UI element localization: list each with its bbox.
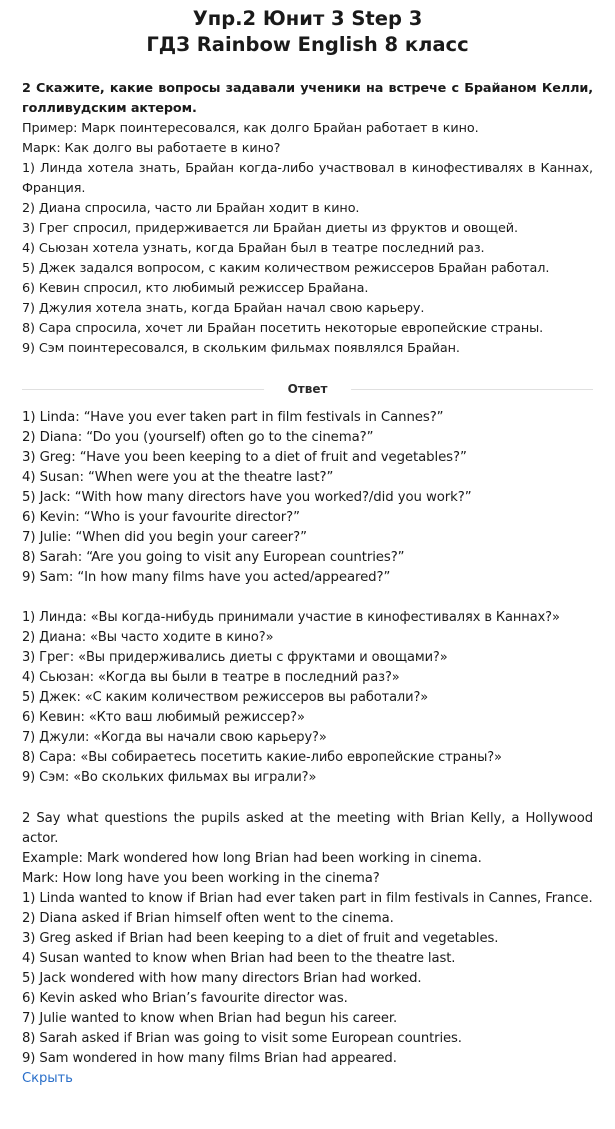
task-item-en: 8) Sarah asked if Brian was going to visit some European countries. — [22, 1031, 462, 1046]
task-item-ru: 9) Сэм поинтересовался, в скольким фильмах появлялся Брайан. — [22, 341, 460, 356]
hide-link[interactable]: Скрыть — [22, 1071, 73, 1086]
answer-item-ru: 8) Сара: «Вы собираетесь посетить какие-либо европейские страны?» — [22, 750, 502, 765]
task-example-answer-ru: Марк: Как долго вы работаете в кино? — [22, 141, 281, 156]
answer-item-ru: 6) Кевин: «Кто ваш любимый режиссер?» — [22, 710, 305, 725]
task-item-ru: 8) Сара спросила, хочет ли Брайан посетить некоторые европейские страны. — [22, 321, 544, 336]
answer-item-ru: 5) Джек: «С каким количеством режиссеров вы работали?» — [22, 690, 429, 705]
task-item-en: 3) Greg asked if Brian had been keeping to a diet of fruit and vegetables. — [22, 931, 499, 946]
answer-item-ru: 2) Диана: «Вы часто ходите в кино?» — [22, 630, 274, 645]
answer-item-ru: 1) Линда: «Вы когда-нибудь принимали участие в кинофестивалях в Каннах?» — [22, 610, 560, 625]
answer-item-en: 8) Sarah: “Are you going to visit any European countries?” — [22, 550, 405, 565]
task-item-en: 2) Diana asked if Brian himself often went to the cinema. — [22, 911, 394, 926]
answer-item-ru: 7) Джули: «Когда вы начали свою карьеру?» — [22, 730, 327, 745]
task-item-ru: 4) Сьюзан хотела узнать, когда Брайан был в театре последний раз. — [22, 241, 485, 256]
answer-label: Ответ — [264, 379, 352, 399]
answer-item-en: 1) Linda: “Have you ever taken part in film festivals in Cannes?” — [22, 410, 444, 425]
answer-item-ru: 4) Сьюзан: «Когда вы были в театре в последний раз?» — [22, 670, 400, 685]
task-heading-ru: 2 Скажите, какие вопросы задавали ученики на встрече с Брайаном Келли, голливудским актером. — [22, 81, 593, 116]
answer-item-en: 6) Kevin: “Who is your favourite director?” — [22, 510, 300, 525]
task-item-en: 5) Jack wondered with how many directors Brian had worked. — [22, 971, 422, 986]
page-title-line-2: ГДЗ Rainbow English 8 класс — [146, 33, 469, 56]
answer-item-ru: 3) Грег: «Вы придерживались диеты с фруктами и овощами?» — [22, 650, 448, 665]
answer-item-ru: 9) Сэм: «Во скольких фильмах вы играли?» — [22, 770, 317, 785]
answer-russian-list — [22, 608, 593, 788]
answer-english-list — [22, 408, 593, 588]
answer-item-en: 5) Jack: “With how many directors have you worked?/did you work?” — [22, 490, 472, 505]
answer-item-en: 3) Greg: “Have you been keeping to a diet of fruit and vegetables?” — [22, 450, 467, 465]
answer-item-en: 7) Julie: “When did you begin your career?” — [22, 530, 307, 545]
task-item-en: 1) Linda wanted to know if Brian had ever taken part in film festivals in Cannes, France. — [22, 891, 593, 906]
task-example-en: Example: Mark wondered how long Brian had been working in cinema. — [22, 851, 482, 866]
page-title — [22, 0, 593, 58]
task-item-ru: 1) Линда хотела знать, Брайан когда-либо участвовал в кинофестивалях в Каннах, Франция. — [22, 161, 593, 196]
answer-item-en: 4) Susan: “When were you at the theatre last?” — [22, 470, 334, 485]
task-item-en: 6) Kevin asked who Brian’s favourite director was. — [22, 991, 348, 1006]
task-example-ru: Пример: Марк поинтересовался, как долго Брайан работает в кино. — [22, 121, 479, 136]
task-item-ru: 7) Джулия хотела знать, когда Брайан начал свою карьеру. — [22, 301, 425, 316]
task-item-ru: 5) Джек задался вопросом, с каким количеством режиссеров Брайан работал. — [22, 261, 550, 276]
task-item-en: 9) Sam wondered in how many films Brian had appeared. — [22, 1051, 397, 1066]
answer-item-en: 9) Sam: “In how many films have you acted/appeared?” — [22, 570, 391, 585]
task-russian — [22, 79, 593, 359]
task-heading-en: 2 Say what questions the pupils asked at the meeting with Brian Kelly, a Hollywood actor. — [22, 811, 593, 846]
task-item-ru: 2) Диана спросила, часто ли Брайан ходит в кино. — [22, 201, 360, 216]
task-item-ru: 6) Кевин спросил, кто любимый режиссер Брайана. — [22, 281, 369, 296]
task-english — [22, 809, 593, 1089]
task-item-ru: 3) Грег спросил, придерживается ли Брайан диеты из фруктов и овощей. — [22, 221, 518, 236]
page-title-line-1: Упр.2 Юнит 3 Step 3 — [192, 7, 423, 30]
task-item-en: 4) Susan wanted to know when Brian had been to the theatre last. — [22, 951, 456, 966]
answer-item-en: 2) Diana: “Do you (yourself) often go to the cinema?” — [22, 430, 374, 445]
task-item-en: 7) Julie wanted to know when Brian had begun his career. — [22, 1011, 398, 1026]
answer-divider — [22, 379, 593, 399]
task-example-answer-en: Mark: How long have you been working in the cinema? — [22, 871, 380, 886]
